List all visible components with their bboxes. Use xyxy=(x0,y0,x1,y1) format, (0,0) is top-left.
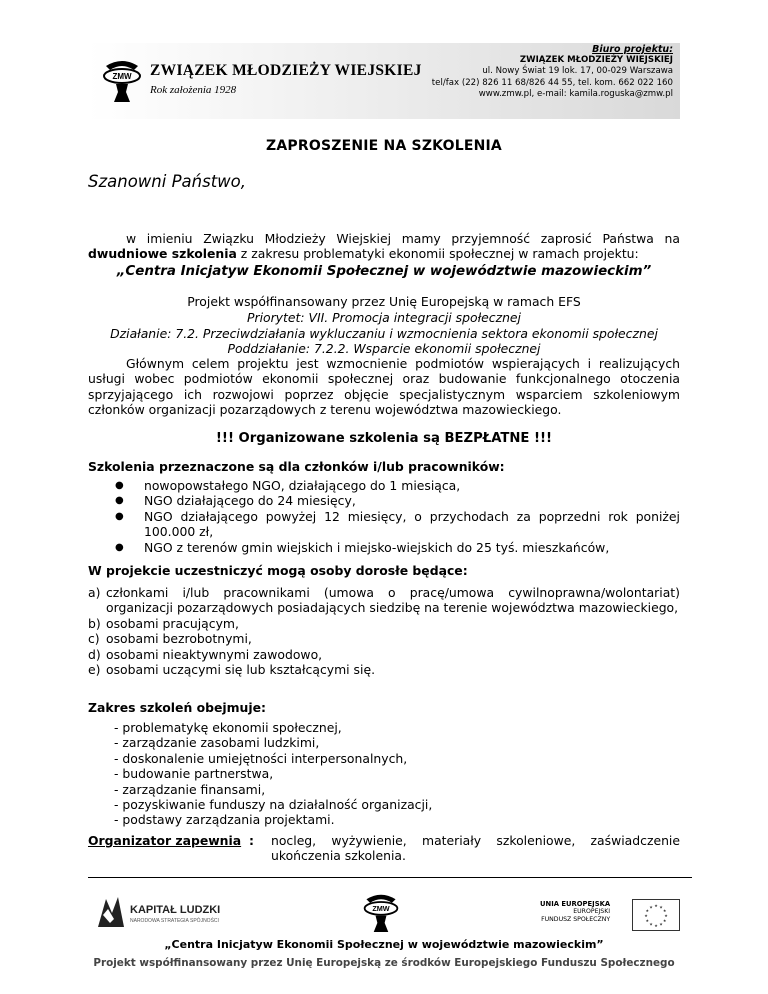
logo-text: ZMW xyxy=(112,72,132,81)
intro-paragraph xyxy=(88,231,680,262)
zmw-logo-icon xyxy=(100,56,144,104)
eu-star-icon: ★ xyxy=(649,921,653,927)
intro-bold: dwudniowe szkolenia xyxy=(88,246,237,262)
eu-star-icon: ★ xyxy=(645,908,650,913)
eu-star-icon: ★ xyxy=(662,918,667,923)
eu-star-icon: ★ xyxy=(645,918,650,923)
office-name: ZWIĄZEK MŁODZIEŻY WIEJSKIEJ xyxy=(519,55,673,66)
kl-title: KAPITAŁ LUDZKI xyxy=(130,904,221,916)
list-item: ● nowopowstałego NGO, działającego do 1 miesiąca, xyxy=(115,478,461,493)
list-item: c) osobami bezrobotnymi, xyxy=(88,631,252,647)
office-title: Biuro projektu: xyxy=(592,44,673,55)
bullet-icon: ● xyxy=(115,495,124,507)
action-line: Działanie: 7.2. Przeciwdziałania wykluczaniu i wzmocnienia sektora ekonomii społecznej xyxy=(110,325,658,341)
kapital-ludzki-logo-icon xyxy=(94,893,244,933)
eu-star-icon: ★ xyxy=(654,903,658,908)
office-address: ul. Nowy Świat 19 lok. 17, 00-029 Warszawa xyxy=(482,66,673,77)
adults-heading: W projekcie uczestniczyć mogą osoby dorosłe będące: xyxy=(88,563,468,578)
eu-flag-icon xyxy=(632,899,680,931)
list-item: - doskonalenie umiejętności interpersonalnych, xyxy=(114,750,408,766)
eu-line2: EUROPEJSKI xyxy=(573,908,611,916)
eu-line3: FUNDUSZ SPOŁECZNY xyxy=(541,915,611,923)
footer-project-name: „Centra Inicjatyw Ekonomii Społecznej w województwie mazowieckim” xyxy=(164,938,604,951)
list-item: - problematykę ekonomii społecznej, xyxy=(114,720,342,735)
provides-value: nocleg, wyżywienie, materiały szkoleniowe, zaświadczenie ukończenia szkolenia. xyxy=(271,833,680,864)
eu-star-icon: ★ xyxy=(659,921,663,927)
members-list xyxy=(88,478,680,555)
footer-logo-text: ZMW xyxy=(372,904,390,914)
bullet-icon: ● xyxy=(115,541,124,553)
office-phone: tel/fax (22) 826 11 68/826 44 55, tel. kom. 662 022 160 xyxy=(431,77,673,88)
zmw-footer-logo-icon xyxy=(361,889,401,935)
salutation: Szanowni Państwo, xyxy=(88,172,246,191)
list-item: e) osobami uczącymi się lub kształcącymi się. xyxy=(88,662,376,678)
list-item: b) osobami pracującym, xyxy=(88,615,239,631)
eu-star-icon: ★ xyxy=(654,923,658,928)
priority-line: Priorytet: VII. Promocja integracji społecznej xyxy=(247,310,521,325)
list-item: ● NGO działającego powyżej 12 miesięcy, o przychodach za poprzedni rok poniżej 100.000 zł, xyxy=(115,508,680,540)
provides-colon: : xyxy=(249,833,254,848)
list-item: d) osobami nieaktywnymi zawodowo, xyxy=(88,646,323,662)
organization-founded: Rok założenia 1928 xyxy=(150,84,237,96)
list-item: - podstawy zarządzania projektami. xyxy=(114,812,335,828)
organization-name: ZWIĄZEK MŁODZIEŻY WIEJSKIEJ xyxy=(150,62,422,79)
footer-divider xyxy=(88,877,692,878)
list-item: - zarządzanie finansami, xyxy=(114,781,266,797)
members-heading: Szkolenia przeznaczone są dla członków i/lub pracowników: xyxy=(88,459,505,474)
kl-subtitle: NARODOWA STRATEGIA SPÓJNOŚCI xyxy=(130,918,219,924)
eu-star-icon: ★ xyxy=(644,913,648,918)
list-item: - budowanie partnerstwa, xyxy=(114,766,274,782)
list-item: a) członkami i/lub pracownikami (umowa o pracę/umowa cywilnoprawna/wolontariat) organizacji pozarządowych posiadających siedzibę na terenie województwa mazowieckiego, xyxy=(88,585,680,616)
bullet-icon: ● xyxy=(115,480,124,491)
office-web: www.zmw.pl, e-mail: kamila.roguska@zmw.pl xyxy=(478,88,673,99)
footer-cofinancing: Projekt współfinansowany przez Unię Europejską ze środków Europejskiego Funduszu Społecznego xyxy=(93,957,675,969)
eu-title: UNIA EUROPEJSKA xyxy=(540,900,611,908)
cofinancing-line: Projekt współfinansowany przez Unię Europejską w ramach EFS xyxy=(187,294,581,309)
free-notice: !!! Organizowane szkolenia są BEZPŁATNE !!! xyxy=(215,431,553,446)
priority-block xyxy=(88,310,680,357)
subaction-line: Poddziałanie: 7.2.2. Wsparcie ekonomii społecznej xyxy=(227,341,541,356)
eu-star-icon: ★ xyxy=(662,908,667,913)
project-office-block xyxy=(432,44,673,100)
list-item: - zarządzanie zasobami ludzkimi, xyxy=(114,735,320,751)
intro-part1: w imieniu Związku Młodzieży Wiejskiej mamy przyjemność zaprosić Państwa na xyxy=(126,231,680,246)
document-title: ZAPROSZENIE NA SZKOLENIA xyxy=(266,138,502,154)
eu-star-icon: ★ xyxy=(649,904,653,910)
project-name: „Centra Inicjatyw Ekonomii Społecznej w województwie mazowieckim” xyxy=(116,264,652,279)
intro-part2: z zakresu problematyki ekonomii społecznej w ramach projektu: xyxy=(236,246,639,262)
adults-list xyxy=(88,585,680,677)
list-item: - pozyskiwanie funduszy na działalność organizacji, xyxy=(114,797,433,813)
list-item: ● NGO z terenów gmin wiejskich i miejsko-wiejskich do 25 tyś. mieszkańców, xyxy=(115,539,610,555)
goal-paragraph: Głównym celem projektu jest wzmocnienie podmiotów wspierających i realizujących usługi wobec podmiotów ekonomii społecznej oraz budowanie funkcjonalnego otoczenia sprzyjającego ich rozwojowi poprzez objęcie specjalistycznym wsparciem szkoleniowym członków organizacji pozarządowych z terenu województwa mazowieckiego. xyxy=(88,356,680,418)
eu-star-icon: ★ xyxy=(659,904,663,910)
scope-list xyxy=(88,720,680,828)
eu-star-icon: ★ xyxy=(664,913,668,918)
provides-label: Organizator zapewnia xyxy=(88,833,242,848)
scope-heading: Zakres szkoleń obejmuje: xyxy=(88,700,266,715)
eu-label xyxy=(540,901,610,923)
bullet-icon: ● xyxy=(115,510,124,522)
list-item: ● NGO działającego do 24 miesięcy, xyxy=(115,493,356,509)
